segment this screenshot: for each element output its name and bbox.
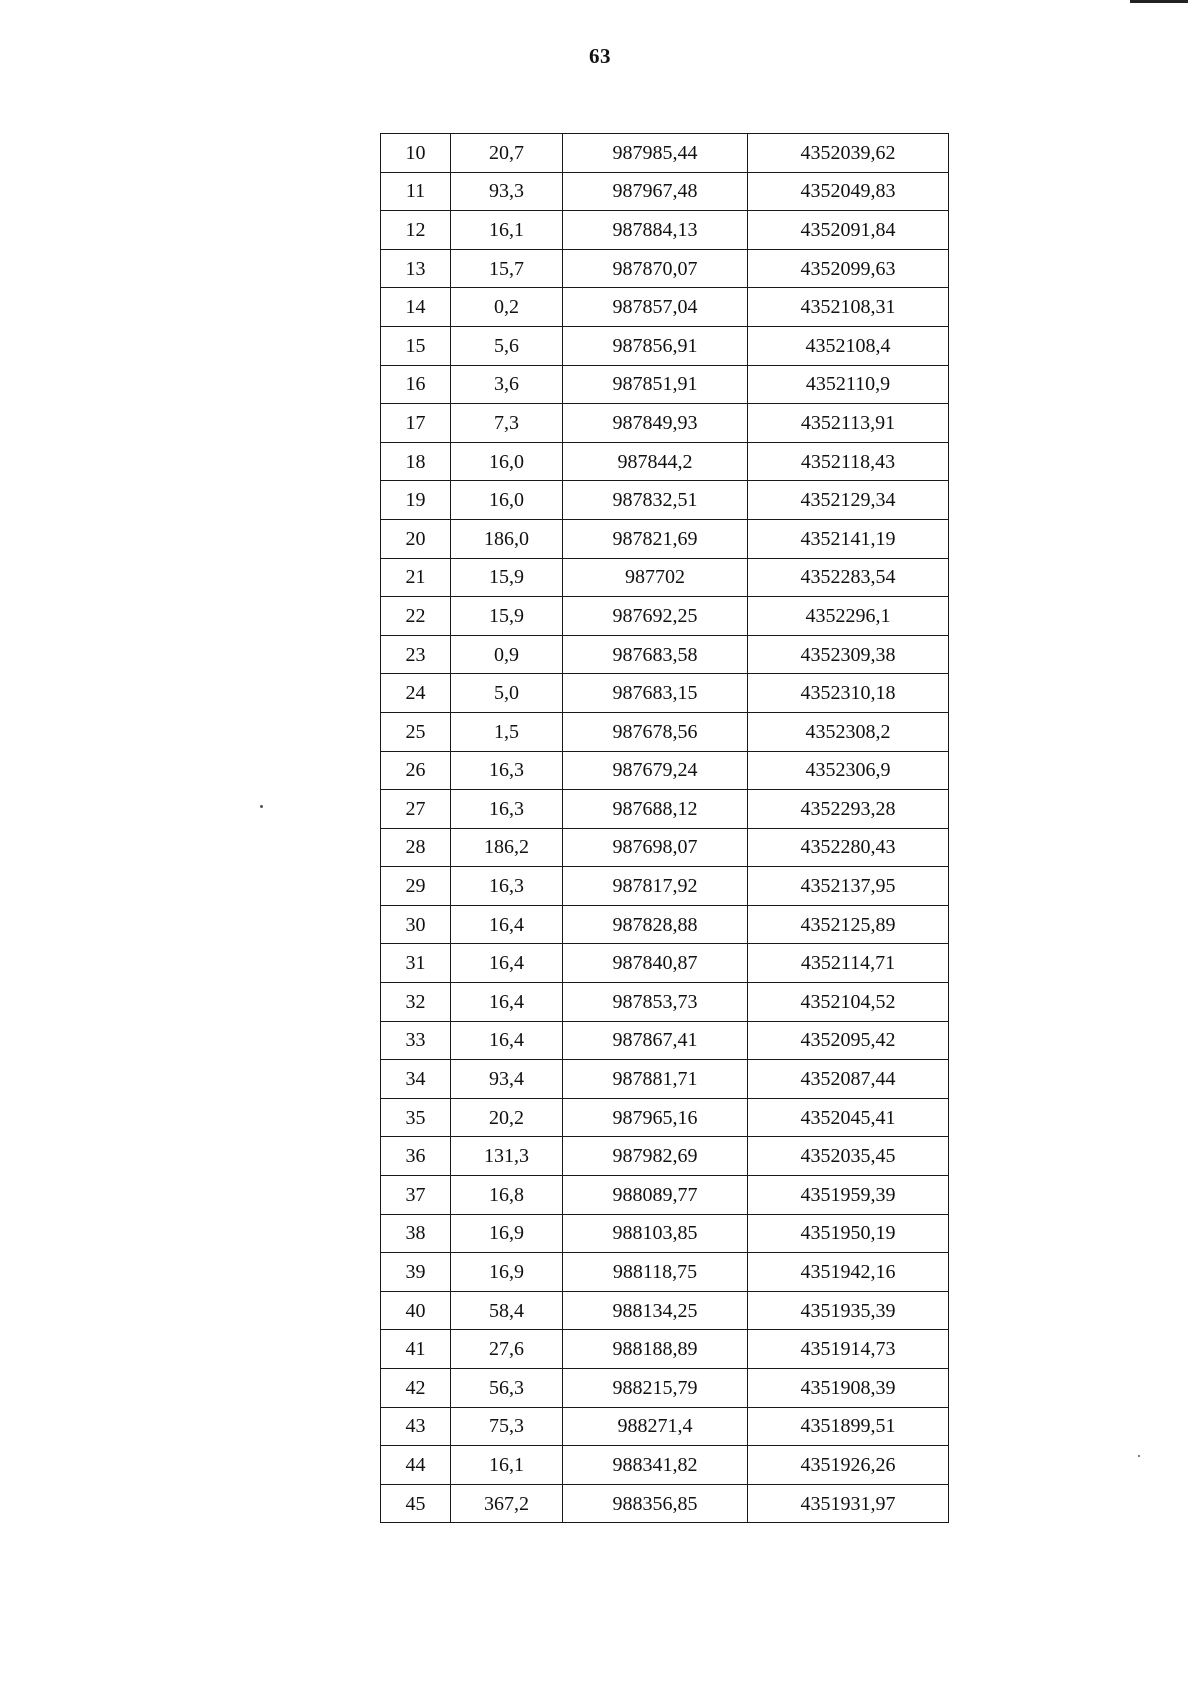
cell-y-coordinate: 4351959,39	[748, 1176, 949, 1215]
cell-segment-length: 16,4	[451, 1021, 563, 1060]
cell-y-coordinate: 4352113,91	[748, 404, 949, 443]
cell-x-coordinate: 988134,25	[563, 1291, 748, 1330]
cell-segment-length: 16,9	[451, 1214, 563, 1253]
cell-point-number: 41	[381, 1330, 451, 1369]
cell-segment-length: 16,3	[451, 867, 563, 906]
cell-y-coordinate: 4352039,62	[748, 134, 949, 173]
cell-point-number: 19	[381, 481, 451, 520]
table-row	[381, 288, 949, 327]
cell-y-coordinate: 4351926,26	[748, 1446, 949, 1485]
cell-x-coordinate: 987853,73	[563, 983, 748, 1022]
cell-x-coordinate: 987982,69	[563, 1137, 748, 1176]
cell-segment-length: 20,2	[451, 1098, 563, 1137]
table-row	[381, 172, 949, 211]
cell-point-number: 33	[381, 1021, 451, 1060]
table-row	[381, 365, 949, 404]
cell-x-coordinate: 987867,41	[563, 1021, 748, 1060]
cell-y-coordinate: 4352280,43	[748, 828, 949, 867]
cell-point-number: 16	[381, 365, 451, 404]
table-row	[381, 867, 949, 906]
cell-x-coordinate: 988089,77	[563, 1176, 748, 1215]
cell-segment-length: 5,0	[451, 674, 563, 713]
cell-x-coordinate: 987985,44	[563, 134, 748, 173]
cell-segment-length: 16,1	[451, 211, 563, 250]
table-row	[381, 983, 949, 1022]
cell-segment-length: 7,3	[451, 404, 563, 443]
cell-y-coordinate: 4352108,4	[748, 326, 949, 365]
cell-point-number: 34	[381, 1060, 451, 1099]
cell-x-coordinate: 987688,12	[563, 790, 748, 829]
table-row	[381, 597, 949, 636]
cell-segment-length: 186,2	[451, 828, 563, 867]
cell-segment-length: 16,1	[451, 1446, 563, 1485]
table-row	[381, 635, 949, 674]
cell-y-coordinate: 4352309,38	[748, 635, 949, 674]
cell-y-coordinate: 4352125,89	[748, 905, 949, 944]
cell-segment-length: 93,4	[451, 1060, 563, 1099]
cell-x-coordinate: 987679,24	[563, 751, 748, 790]
cell-y-coordinate: 4352087,44	[748, 1060, 949, 1099]
cell-segment-length: 93,3	[451, 172, 563, 211]
cell-point-number: 32	[381, 983, 451, 1022]
cell-x-coordinate: 987678,56	[563, 712, 748, 751]
cell-segment-length: 16,9	[451, 1253, 563, 1292]
table-row	[381, 442, 949, 481]
cell-x-coordinate: 987683,58	[563, 635, 748, 674]
cell-x-coordinate: 987967,48	[563, 172, 748, 211]
cell-x-coordinate: 987702	[563, 558, 748, 597]
table-row	[381, 1098, 949, 1137]
cell-point-number: 13	[381, 249, 451, 288]
cell-y-coordinate: 4352095,42	[748, 1021, 949, 1060]
cell-segment-length: 16,3	[451, 790, 563, 829]
cell-y-coordinate: 4352104,52	[748, 983, 949, 1022]
table-row	[381, 1407, 949, 1446]
cell-segment-length: 15,9	[451, 558, 563, 597]
cell-x-coordinate: 987698,07	[563, 828, 748, 867]
cell-x-coordinate: 988356,85	[563, 1484, 748, 1523]
cell-x-coordinate: 987870,07	[563, 249, 748, 288]
table-row	[381, 751, 949, 790]
table-row	[381, 1291, 949, 1330]
cell-y-coordinate: 4352293,28	[748, 790, 949, 829]
cell-x-coordinate: 987817,92	[563, 867, 748, 906]
table-row	[381, 674, 949, 713]
table-row	[381, 481, 949, 520]
cell-y-coordinate: 4352110,9	[748, 365, 949, 404]
cell-x-coordinate: 987683,15	[563, 674, 748, 713]
cell-x-coordinate: 987856,91	[563, 326, 748, 365]
cell-x-coordinate: 987965,16	[563, 1098, 748, 1137]
table-row	[381, 1176, 949, 1215]
cell-point-number: 30	[381, 905, 451, 944]
scan-speck	[1138, 1455, 1140, 1457]
cell-point-number: 31	[381, 944, 451, 983]
table-row	[381, 1137, 949, 1176]
cell-segment-length: 15,9	[451, 597, 563, 636]
table-row	[381, 326, 949, 365]
cell-point-number: 43	[381, 1407, 451, 1446]
cell-x-coordinate: 987881,71	[563, 1060, 748, 1099]
table-row	[381, 828, 949, 867]
coordinates-table-body	[381, 134, 949, 1523]
cell-x-coordinate: 987692,25	[563, 597, 748, 636]
table-row	[381, 1253, 949, 1292]
table-row	[381, 944, 949, 983]
cell-x-coordinate: 988188,89	[563, 1330, 748, 1369]
cell-segment-length: 0,9	[451, 635, 563, 674]
cell-segment-length: 20,7	[451, 134, 563, 173]
cell-segment-length: 16,0	[451, 442, 563, 481]
cell-y-coordinate: 4352049,83	[748, 172, 949, 211]
cell-segment-length: 58,4	[451, 1291, 563, 1330]
cell-y-coordinate: 4352296,1	[748, 597, 949, 636]
cell-x-coordinate: 988103,85	[563, 1214, 748, 1253]
table-row	[381, 905, 949, 944]
cell-point-number: 28	[381, 828, 451, 867]
cell-point-number: 35	[381, 1098, 451, 1137]
cell-y-coordinate: 4352099,63	[748, 249, 949, 288]
cell-x-coordinate: 987840,87	[563, 944, 748, 983]
cell-point-number: 18	[381, 442, 451, 481]
cell-point-number: 26	[381, 751, 451, 790]
cell-point-number: 21	[381, 558, 451, 597]
cell-point-number: 24	[381, 674, 451, 713]
table-row	[381, 1214, 949, 1253]
table-row	[381, 790, 949, 829]
cell-point-number: 36	[381, 1137, 451, 1176]
cell-x-coordinate: 987828,88	[563, 905, 748, 944]
cell-y-coordinate: 4352141,19	[748, 519, 949, 558]
table-row	[381, 1369, 949, 1408]
cell-y-coordinate: 4352306,9	[748, 751, 949, 790]
cell-point-number: 42	[381, 1369, 451, 1408]
table-row	[381, 1060, 949, 1099]
cell-y-coordinate: 4352045,41	[748, 1098, 949, 1137]
cell-point-number: 10	[381, 134, 451, 173]
scan-speck	[260, 805, 263, 808]
cell-y-coordinate: 4352091,84	[748, 211, 949, 250]
cell-segment-length: 1,5	[451, 712, 563, 751]
cell-point-number: 14	[381, 288, 451, 327]
cell-y-coordinate: 4352283,54	[748, 558, 949, 597]
table-row	[381, 1021, 949, 1060]
cell-point-number: 38	[381, 1214, 451, 1253]
cell-segment-length: 75,3	[451, 1407, 563, 1446]
cell-segment-length: 3,6	[451, 365, 563, 404]
cell-segment-length: 0,2	[451, 288, 563, 327]
cell-y-coordinate: 4352035,45	[748, 1137, 949, 1176]
cell-y-coordinate: 4351914,73	[748, 1330, 949, 1369]
cell-x-coordinate: 987851,91	[563, 365, 748, 404]
cell-point-number: 25	[381, 712, 451, 751]
cell-point-number: 23	[381, 635, 451, 674]
cell-y-coordinate: 4351899,51	[748, 1407, 949, 1446]
cell-x-coordinate: 988215,79	[563, 1369, 748, 1408]
cell-segment-length: 131,3	[451, 1137, 563, 1176]
cell-x-coordinate: 987849,93	[563, 404, 748, 443]
cell-point-number: 44	[381, 1446, 451, 1485]
table-row	[381, 249, 949, 288]
cell-x-coordinate: 988341,82	[563, 1446, 748, 1485]
cell-segment-length: 16,3	[451, 751, 563, 790]
cell-point-number: 40	[381, 1291, 451, 1330]
cell-y-coordinate: 4352108,31	[748, 288, 949, 327]
cell-y-coordinate: 4351942,16	[748, 1253, 949, 1292]
cell-y-coordinate: 4351950,19	[748, 1214, 949, 1253]
table-row	[381, 211, 949, 250]
table-row	[381, 519, 949, 558]
cell-x-coordinate: 988118,75	[563, 1253, 748, 1292]
table-row	[381, 558, 949, 597]
cell-point-number: 12	[381, 211, 451, 250]
scan-edge-mark	[1130, 0, 1188, 3]
table-row	[381, 404, 949, 443]
cell-y-coordinate: 4352114,71	[748, 944, 949, 983]
cell-y-coordinate: 4352118,43	[748, 442, 949, 481]
cell-point-number: 20	[381, 519, 451, 558]
cell-segment-length: 5,6	[451, 326, 563, 365]
cell-segment-length: 16,0	[451, 481, 563, 520]
table-row	[381, 1484, 949, 1523]
cell-x-coordinate: 987844,2	[563, 442, 748, 481]
cell-y-coordinate: 4352137,95	[748, 867, 949, 906]
table-row	[381, 134, 949, 173]
table-row	[381, 1446, 949, 1485]
table-row	[381, 712, 949, 751]
cell-x-coordinate: 987832,51	[563, 481, 748, 520]
cell-segment-length: 56,3	[451, 1369, 563, 1408]
cell-point-number: 37	[381, 1176, 451, 1215]
cell-point-number: 27	[381, 790, 451, 829]
cell-x-coordinate: 988271,4	[563, 1407, 748, 1446]
cell-y-coordinate: 4352129,34	[748, 481, 949, 520]
cell-y-coordinate: 4352308,2	[748, 712, 949, 751]
table-row	[381, 1330, 949, 1369]
cell-point-number: 15	[381, 326, 451, 365]
cell-point-number: 22	[381, 597, 451, 636]
cell-segment-length: 15,7	[451, 249, 563, 288]
cell-point-number: 39	[381, 1253, 451, 1292]
page-number: 63	[589, 44, 611, 68]
cell-segment-length: 367,2	[451, 1484, 563, 1523]
cell-segment-length: 27,6	[451, 1330, 563, 1369]
coordinates-table	[380, 133, 949, 1523]
cell-x-coordinate: 987857,04	[563, 288, 748, 327]
cell-point-number: 11	[381, 172, 451, 211]
cell-segment-length: 16,4	[451, 983, 563, 1022]
cell-y-coordinate: 4351931,97	[748, 1484, 949, 1523]
cell-point-number: 45	[381, 1484, 451, 1523]
cell-segment-length: 16,8	[451, 1176, 563, 1215]
cell-x-coordinate: 987821,69	[563, 519, 748, 558]
cell-y-coordinate: 4351908,39	[748, 1369, 949, 1408]
cell-segment-length: 186,0	[451, 519, 563, 558]
cell-y-coordinate: 4352310,18	[748, 674, 949, 713]
cell-point-number: 17	[381, 404, 451, 443]
cell-x-coordinate: 987884,13	[563, 211, 748, 250]
cell-y-coordinate: 4351935,39	[748, 1291, 949, 1330]
cell-segment-length: 16,4	[451, 944, 563, 983]
cell-segment-length: 16,4	[451, 905, 563, 944]
cell-point-number: 29	[381, 867, 451, 906]
